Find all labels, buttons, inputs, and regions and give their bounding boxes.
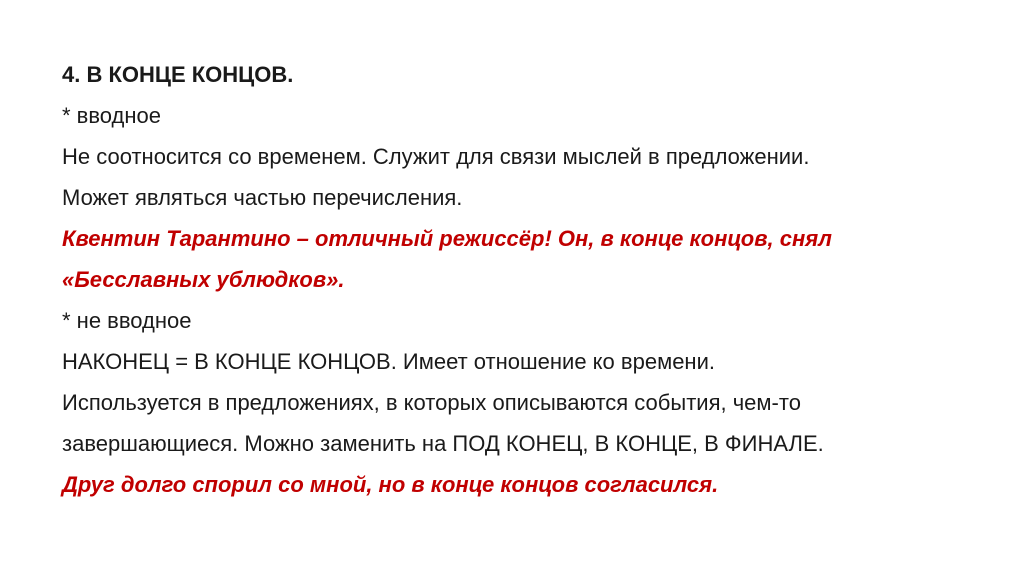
intro-marker: * вводное [62,103,162,128]
non-intro-description-line-2: Используется в предложениях, в которых описываются события, чем-то [62,390,801,415]
intro-description-line-2: Может являться частью перечисления. [62,185,463,210]
slide-content [62,54,962,505]
intro-example-line-2: «Бесславных ублюдков». [62,267,345,292]
non-intro-description-line-3: завершающиеся. Можно заменить на ПОД КОНЕЦ, В КОНЦЕ, В ФИНАЛЕ. [62,431,824,456]
intro-description-line-1: Не соотносится со временем. Служит для связи мыслей в предложении. [62,144,810,169]
non-intro-example: Друг долго спорил со мной, но в конце концов согласился. [62,472,719,497]
slide-heading: 4. В КОНЦЕ КОНЦОВ. [62,62,294,87]
non-intro-marker: * не вводное [62,308,192,333]
intro-example-line-1: Квентин Тарантино – отличный режиссёр! Он, в конце концов, снял [62,226,832,251]
non-intro-description-line-1: НАКОНЕЦ = В КОНЦЕ КОНЦОВ. Имеет отношение ко времени. [62,349,715,374]
